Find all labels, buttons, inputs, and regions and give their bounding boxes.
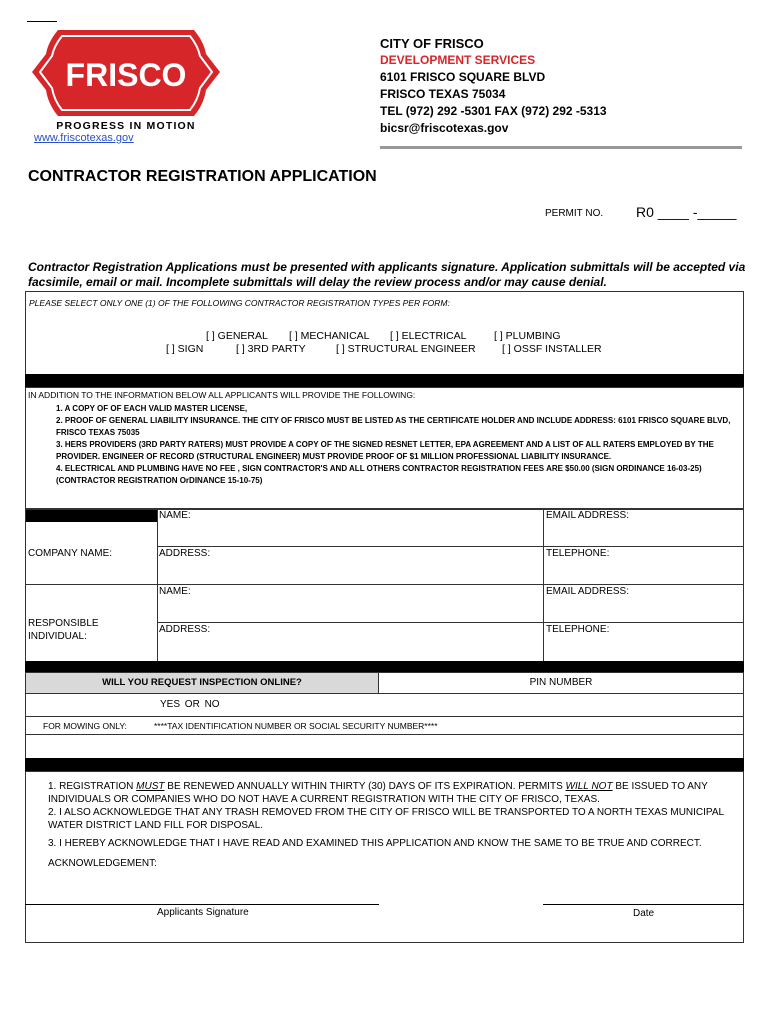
requirement-item: 2. PROOF OF GENERAL LIABILITY INSURANCE. THE CITY OF FRISCO MUST BE LISTED AS THE CERTIFICATE HOLDER AND INCLUDE ADDRESS: 6101 FRISCO SQUARE BLVD, FRISCO TEXAS 75035 xyxy=(56,416,731,437)
company-label: COMPANY NAME: xyxy=(28,548,113,559)
requirements-intro: IN ADDITION TO THE INFORMATION BELOW ALL APPLICANTS WILL PROVIDE THE FOLLOWING: xyxy=(28,390,416,400)
signature-line[interactable] xyxy=(25,904,379,905)
type-general[interactable]: [ ] GENERAL xyxy=(206,330,268,342)
responsible-name-field[interactable] xyxy=(157,584,544,623)
top-mark xyxy=(27,21,57,22)
responsible-label: RESPONSIBLE INDIVIDUAL: xyxy=(28,618,99,642)
type-sign[interactable]: [ ] SIGN xyxy=(166,343,204,355)
select-instruction: PLEASE SELECT ONLY ONE (1) OF THE FOLLOWING CONTRACTOR REGISTRATION TYPES PER FORM: xyxy=(29,298,450,308)
company-name-field[interactable] xyxy=(157,509,544,547)
company-telephone-label: TELEPHONE: xyxy=(546,548,610,559)
svg-text:PROGRESS IN MOTION: PROGRESS IN MOTION xyxy=(56,120,196,132)
date-line[interactable] xyxy=(543,904,744,905)
responsible-name-label: NAME: xyxy=(159,586,191,597)
company-name-label: NAME: xyxy=(159,510,191,521)
ack-paragraph-3: 3. I HEREBY ACKNOWLEDGE THAT I HAVE READ AND EXAMINED THIS APPLICATION AND KNOW THE SAME TO BE TRUE AND CORRECT. xyxy=(48,838,702,849)
acknowledgement-label: ACKNOWLEDGEMENT: xyxy=(48,858,157,869)
type-3rd-party[interactable]: [ ] 3RD PARTY xyxy=(236,343,306,355)
requirement-item: 3. HERS PROVIDERS (3RD PARTY RATERS) MUST PROVIDE A COPY OF THE SIGNED RESNET LETTER, EPA AGREEMENT AND A LIST OF ALL RATERS EMPLOYED BY THE PROVIDER. ENGINEER OF RECORD (STRUCTURAL ENGINEER) MUST PROVIDE PROOF OF $1 MILLION PROFESSIONAL LIABILITY INSURANCE. xyxy=(56,440,714,461)
inspection-question: WILL YOU REQUEST INSPECTION ONLINE? xyxy=(102,677,302,688)
ack-paragraph-2: 2. I ALSO ACKNOWLEDGE THAT ANY TRASH REMOVED FROM THE CITY OF FRISCO WILL BE TRANSPORTED TO A NORTH TEXAS MUNICIPAL WATER DISTRICT LAND FILL FOR DISPOSAL. xyxy=(48,807,724,831)
website-link[interactable]: www.friscotexas.gov xyxy=(34,132,134,144)
submission-notice: Contractor Registration Applications must be presented with applicants signature. Application submittals will be accepted via facsimile, email or mail. Incomplete submittals will delay the review process and/or may cause denial. xyxy=(28,260,746,289)
city-name: CITY OF FRISCO xyxy=(380,36,484,51)
section-divider-1 xyxy=(25,374,744,387)
address-line-2: FRISCO TEXAS 75034 xyxy=(380,87,506,101)
phone-fax: TEL (972) 292 -5301 FAX (972) 292 -5313 xyxy=(380,104,607,118)
type-structural-engineer[interactable]: [ ] STRUCTURAL ENGINEER xyxy=(336,343,476,355)
type-plumbing[interactable]: [ ] PLUMBING xyxy=(494,330,561,342)
tax-id-label: ****TAX IDENTIFICATION NUMBER OR SOCIAL SECURITY NUMBER**** xyxy=(154,721,438,731)
type-ossf-installer[interactable]: [ ] OSSF INSTALLER xyxy=(502,343,602,355)
requirement-item: 4. ELECTRICAL AND PLUMBING HAVE NO FEE , SIGN CONTRACTOR'S AND ALL OTHERS CONTRACTOR REGISTRATION FEES ARE $50.00 (SIGN ORDINANCE 16-03-25)(CONTRACTOR REGISTRATION OrDINANCE 15-10-75) xyxy=(56,464,702,485)
department-name: DEVELOPMENT SERVICES xyxy=(380,53,536,67)
contact-email: bicsr@friscotexas.gov xyxy=(380,121,509,135)
permit-label: PERMIT NO. xyxy=(545,208,604,219)
svg-text:FRISCO: FRISCO xyxy=(65,57,187,93)
section-divider-3 xyxy=(25,758,744,771)
company-address-label: ADDRESS: xyxy=(159,548,211,559)
yes-no-label: YES OR NO xyxy=(160,699,220,710)
mowing-label: FOR MOWING ONLY: xyxy=(43,721,127,731)
company-address-field[interactable] xyxy=(157,546,544,585)
responsible-telephone-label: TELEPHONE: xyxy=(546,624,610,635)
requirements-list xyxy=(56,403,740,487)
type-mechanical[interactable]: [ ] MECHANICAL xyxy=(289,330,370,342)
requirement-item: 1. A COPY OF OF EACH VALID MASTER LICENSE, xyxy=(56,404,248,413)
responsible-address-label: ADDRESS: xyxy=(159,624,211,635)
yes-no-row[interactable] xyxy=(25,693,744,717)
form-title: CONTRACTOR REGISTRATION APPLICATION xyxy=(28,168,377,185)
header-rule xyxy=(380,146,742,149)
signature-label: Applicants Signature xyxy=(157,907,249,918)
ack-paragraph-1: 1. REGISTRATION MUST BE RENEWED ANNUALLY WITHIN THIRTY (30) DAYS OF ITS EXPIRATION. PERMITS WILL NOT BE ISSUED TO ANY INDIVIDUALS OR COMPANIES WHO DO NOT HAVE A CURRENT REGISTRATION WITH THE CITY OF FRISCO, TEXAS. xyxy=(48,781,708,805)
company-email-label: EMAIL ADDRESS: xyxy=(546,510,629,521)
responsible-email-label: EMAIL ADDRESS: xyxy=(546,586,629,597)
responsible-address-field[interactable] xyxy=(157,622,544,662)
tax-id-field[interactable] xyxy=(25,734,744,759)
section-divider-2 xyxy=(25,661,744,672)
type-electrical[interactable]: [ ] ELECTRICAL xyxy=(390,330,467,342)
permit-number: R0 ____ -_____ xyxy=(636,204,737,220)
frisco-logo xyxy=(28,28,224,134)
acknowledgement-text xyxy=(48,780,738,850)
pin-label: PIN NUMBER xyxy=(529,677,593,688)
address-line-1: 6101 FRISCO SQUARE BLVD xyxy=(380,70,546,84)
date-label: Date xyxy=(633,908,655,919)
